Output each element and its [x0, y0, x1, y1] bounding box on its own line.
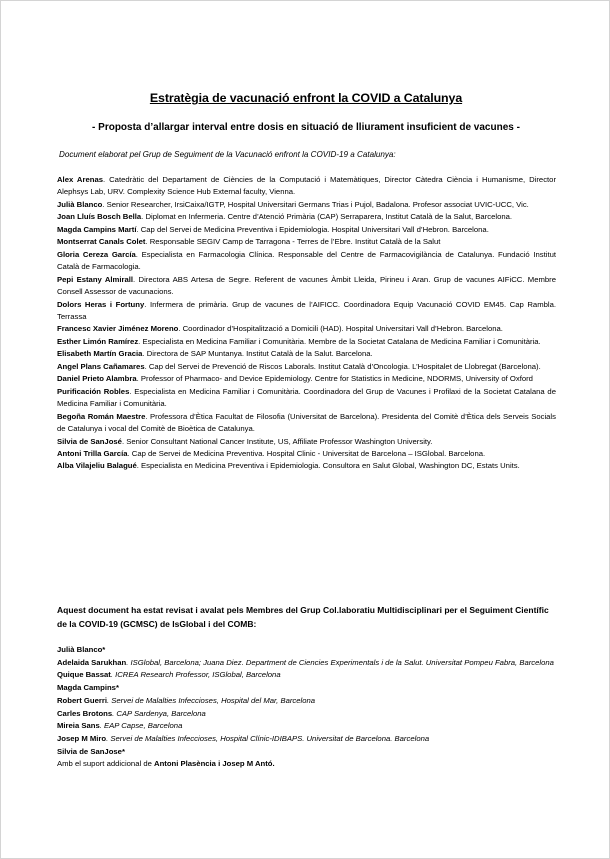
member-entry: Begoña Román Maestre. Professora d’Ètica Facultat de Filosofia (Universitat de Barcelona). Presidenta del Comitè d’Ètica dels Serveis Socials de Catalunya i vocal del Comitè de Bioètica de Catalunya. [57, 411, 556, 434]
document-subtitle: - Proposta d’allargar interval entre dosis en situació de lliurament insuficient de vacunes - [92, 122, 520, 133]
member-entry: Silvia de SanJosé. Senior Consultant National Cancer Institute, US, Affiliate Professor Washington University. [57, 436, 433, 446]
reviewer-entry: Mireia Sans. EAP Capse, Barcelona [57, 721, 183, 731]
member-entry: Pepi Estany Almirall. Directora ABS Artesa de Segre. Referent de vacunes Àmbit Lleida, Pirineu i Aran. Grup de vacunes AIFiCC. Membre Consell Assessor de vacunacions. [57, 274, 556, 297]
member-entry: Gloria Cereza García. Especialista en Farmacologia Clínica. Responsable del Centre de Farmacovigilància de Catalunya. Fundació Institut Català de Farmacologia. [57, 249, 556, 272]
reviewer-entry: Julià Blanco* [57, 645, 106, 654]
member-entry: Elisabeth Martín Gracia. Directora de SAP Muntanya. Institut Català de la Salut. Barcelona. [57, 349, 373, 359]
reviewer-entry: Quique Bassat. ICREA Research Professor, ISGlobal, Barcelona [57, 670, 281, 680]
member-entry: Angel Plans Cañamares. Cap del Servei de Prevenció de Riscos Laborals. Institut Català d’Oncologia. L’Hospitalet de Llobregat (Barcelona). [57, 361, 541, 371]
member-entry: Alba Vilajeliu Balagué. Especialista en Medicina Preventiva i Epidemiologia. Consultora en Salut Global, Washington DC, Estats Units. [57, 461, 520, 471]
reviewer-entry: Carles Brotons. CAP Sardenya, Barcelona [57, 708, 206, 718]
review-heading: Aquest document ha estat revisat i avalat pels Membres del Grup Col.laboratiu Multidisciplinari per el Seguiment Científic de la COVID-19 (GCMSC) de IsGlobal i del COMB: [57, 605, 549, 629]
reviewer-entry: Magda Campins* [57, 683, 119, 693]
reviewer-entry: Robert Guerri. Servei de Malalties Infeccioses, Hospital del Mar, Barcelona [57, 695, 316, 705]
document-title: Estratègia de vacunació enfront la COVID a Catalunya [149, 91, 463, 105]
member-entry: Julià Blanco. Senior Researcher, IrsiCaixa/IGTP, Hospital Universitari Germans Trias i Pujol, Badalona. Profesor associat UVIC-UCC, Vic. [57, 199, 529, 209]
member-entry: Joan Lluís Bosch Bella. Diplomat en Infermeria. Centre d’Atenció Primària (CAP) Serraparera, Institut Català de la Salut, Barcelona. [57, 212, 513, 222]
member-entry: Dolors Heras i Fortuny. Infermera de primària. Grup de vacunes de l’AIFICC. Coordinadora Equip Vacunació COVID EM45. Cap Rambla. Terrassa [57, 299, 556, 321]
member-entry: Magda Campins Martí. Cap del Servei de Medicina Preventiva i Epidemiologia. Hospital Universitari Vall d’Hebron. Barcelona. [57, 224, 489, 234]
member-entry: Daniel Prieto Alambra. Professor of Pharmaco- and Device Epidemiology. Centre for Statistics in Medicine, NDORMS, University of Oxford [57, 374, 533, 384]
members-list [57, 174, 556, 473]
reviewer-entry: Adelaida Sarukhan. ISGlobal, Barcelona; Juana Diez. Department de Ciencies Experimentals i de la Salut. Universitat Pompeu Fabra, Barcelona [57, 657, 554, 667]
intro-text: Document elaborat pel Grup de Seguiment de la Vacunació enfront la COVID-19 a Catalunya: [59, 150, 396, 159]
reviewer-entry: Josep M Miro. Servei de Malalties Infeccioses, Hospital Clínic-IDIBAPS. Universitat de Barcelona. Barcelona [57, 733, 430, 743]
member-entry: Purificación Robles. Especialista en Medicina Familiar i Comunitària. Coordinadora del Grup de Vacunes i Profilaxi de la Societat Catalana de Medicina Familiar i Comunitària. [57, 386, 556, 409]
member-entry: Francesc Xavier Jiménez Moreno. Coordinador d’Hospitalització a Domicili (HAD). Hospital Universitari Vall d’Hebron. Barcelona. [57, 324, 503, 334]
reviewers-list [57, 644, 556, 771]
member-entry: Alex Arenas. Catedràtic del Departament de Ciències de la Computació i Matemàtiques, Director Càtedra Ciència i Humanisme, Director Alephsys Lab, URV. Complexity Science Hub External faculty, Vienna. [57, 175, 557, 197]
member-entry: Esther Limón Ramírez. Especialista en Medicina Familiar i Comunitària. Membre de la Societat Catalana de Medicina Familiar i Comunitària. [57, 336, 541, 346]
support-line: Amb el suport addicional de Antoni Plasència i Josep M Antó. [57, 759, 275, 769]
member-entry: Montserrat Canals Colet. Responsable SEGIV Camp de Tarragona - Terres de l’Ebre. Institut Català de la Salut [57, 237, 441, 247]
reviewer-entry: Silvia de SanJose* [57, 746, 125, 756]
member-entry: Antoni Trilla García. Cap de Servei de Medicina Preventiva. Hospital Clinic - Universitat de Barcelona – ISGlobal. Barcelona. [57, 448, 486, 458]
